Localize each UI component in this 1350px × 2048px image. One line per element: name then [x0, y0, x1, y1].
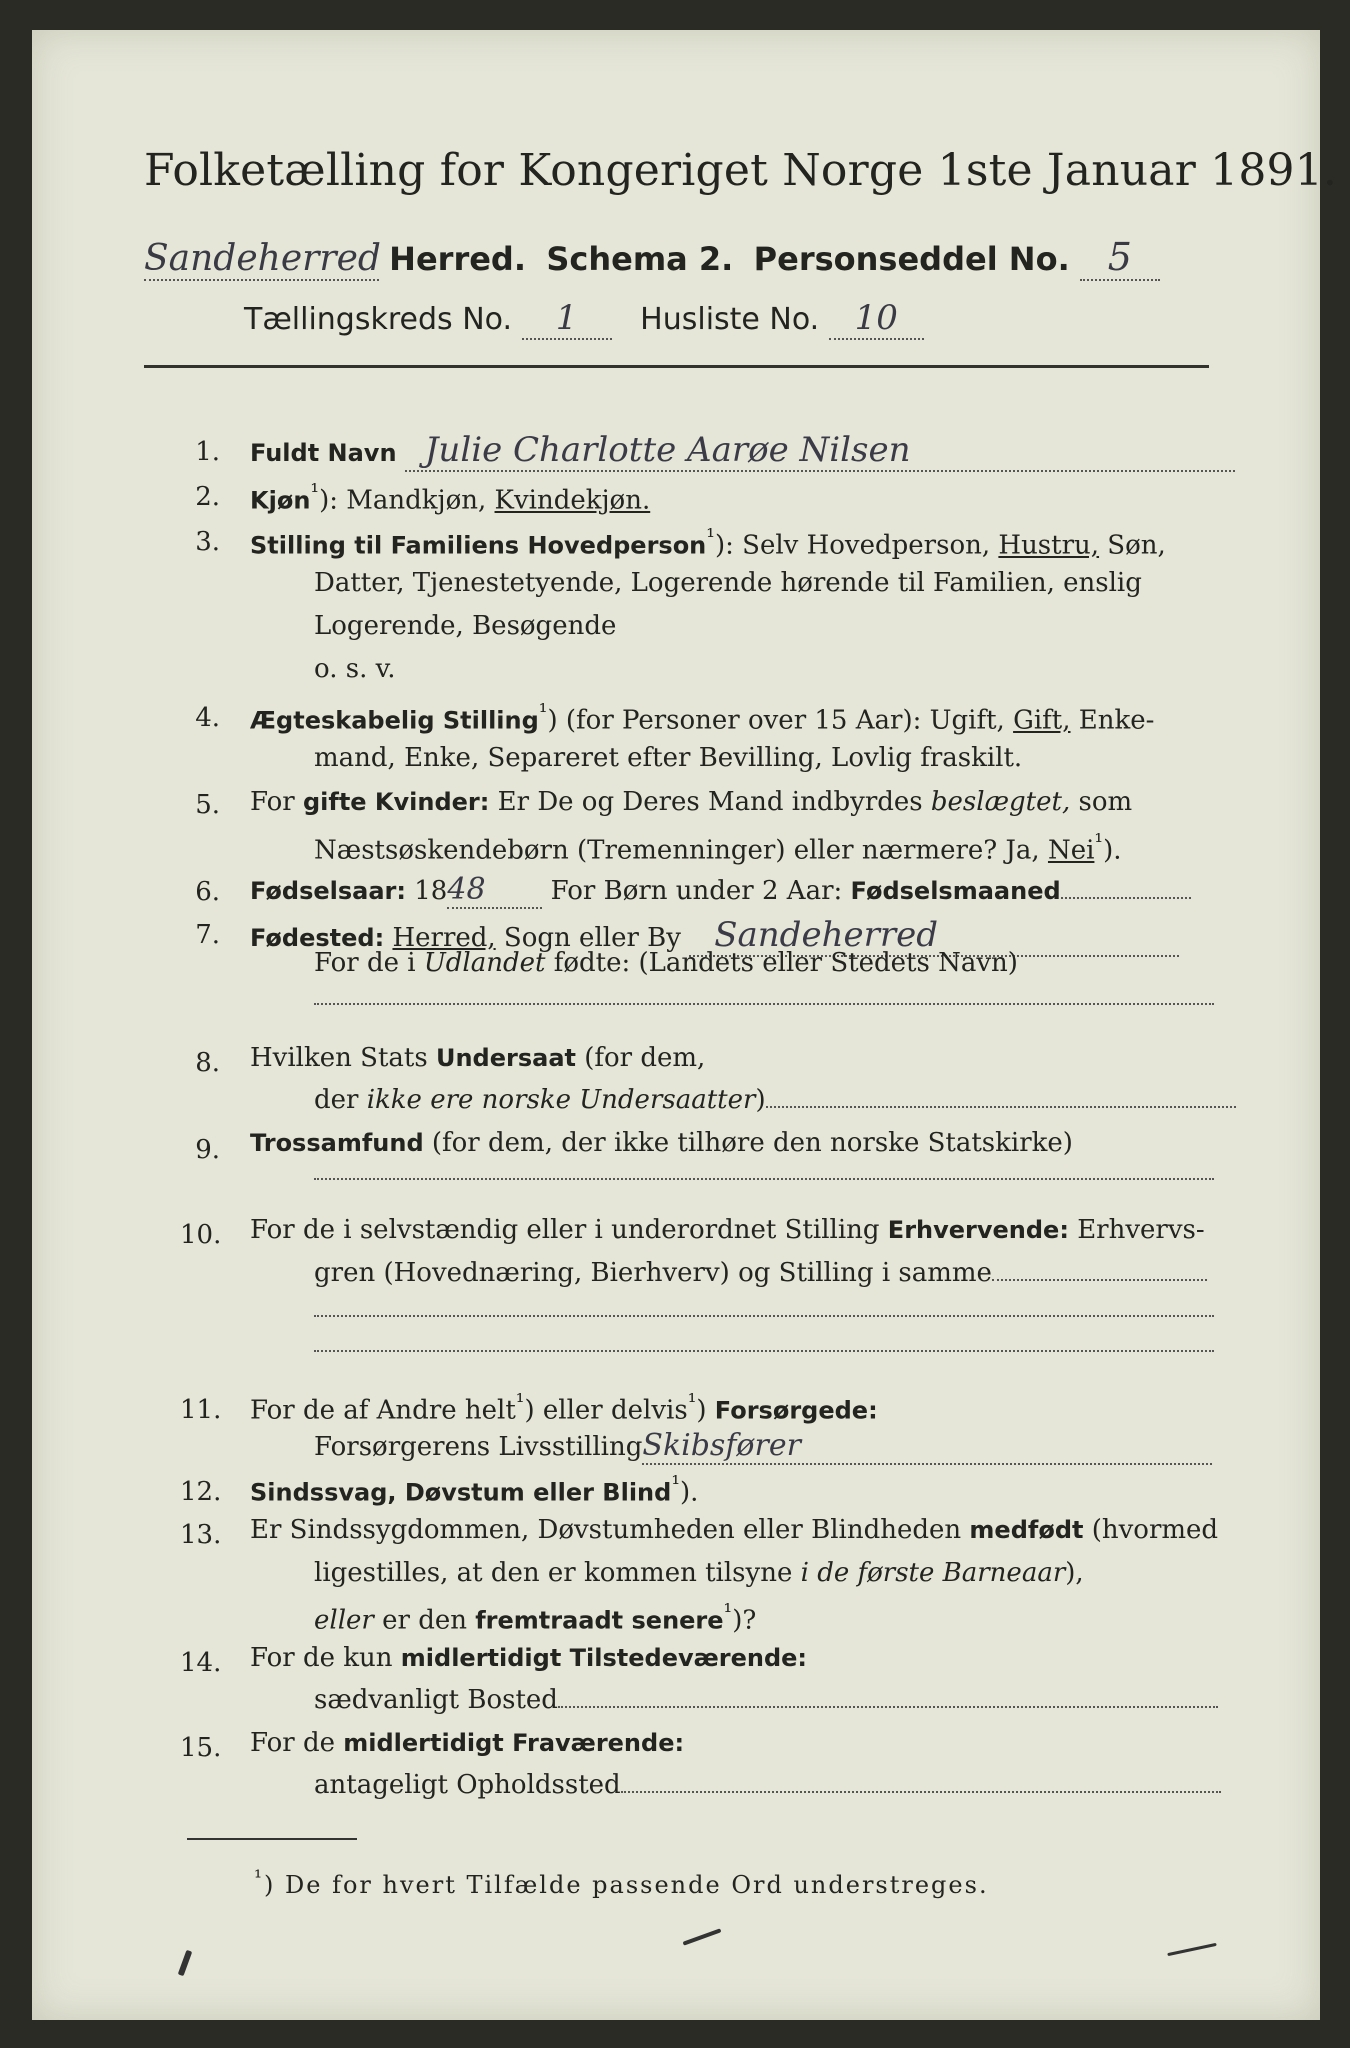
item-number-15: 15.: [180, 1733, 222, 1763]
supporter-occupation-label: Forsørgerens Livsstilling: [314, 1432, 643, 1462]
header-row-herred: [144, 235, 1160, 281]
birthplace-label: Fødested:: [250, 924, 385, 952]
q10-text-a: For de i selvstændig eller i underordnet Stilling: [250, 1215, 888, 1245]
footnote-text: ) De for hvert Tilfælde passende Ord understreges.: [264, 1871, 989, 1899]
q5-related: beslægtet,: [930, 787, 1071, 817]
item-11-line-2: [314, 1428, 1212, 1465]
birthplace-herred: Herred,: [392, 923, 496, 953]
item-15-line-2: [314, 1770, 1221, 1800]
item-9-row: [250, 1128, 1073, 1158]
q10-line2: gren (Hovednæring, Bierhverv) og Stilling i samme: [314, 1258, 992, 1288]
item-number-6: 6.: [195, 877, 220, 907]
item-6-row: [250, 872, 1191, 909]
q15-text-a: For de: [250, 1728, 344, 1758]
supported-label: Forsørgede:: [714, 1396, 878, 1425]
marital-options-a: ) (for Personer over 15 Aar): Ugift,: [547, 705, 1014, 736]
family-position-options-c: Søn,: [1099, 530, 1166, 561]
married-women-label: gifte Kvinder:: [302, 788, 490, 816]
birth-month-label: Fødselsmaaned: [850, 877, 1061, 905]
q13-line2-b: i de første Barneaar: [800, 1558, 1066, 1588]
family-position-wife: Hustru,: [998, 530, 1100, 561]
marital-options-c: Enke-: [1070, 705, 1155, 736]
item-3-line-3: Logerende, Besøgende: [314, 611, 617, 641]
full-name-label: Fuldt Navn: [250, 439, 397, 467]
q13-text-b: (hvormed: [1083, 1515, 1219, 1545]
item-8-row: [250, 1043, 705, 1073]
item-number-5: 5.: [195, 790, 220, 820]
item-number-14: 14.: [180, 1648, 222, 1678]
occupation-label: Erhvervende:: [887, 1216, 1069, 1244]
q7-line2-c: fødte: (Landets eller Stedets Navn): [545, 948, 1018, 978]
q5-text-d: som: [1070, 787, 1133, 817]
herred-value: Sandeherred: [144, 238, 381, 279]
q8-line2-c: ): [755, 1085, 766, 1115]
usual-residence-label: sædvanligt Bosted: [314, 1685, 558, 1715]
item-10-line-2: [314, 1258, 1207, 1288]
item-number-3: 3.: [195, 527, 220, 557]
birth-month-text: For Børn under 2 Aar:: [550, 876, 851, 906]
religion-text: (for dem, der ikke tilhøre den norske Statskirke): [423, 1128, 1073, 1158]
item-5-row: [250, 787, 1132, 817]
religion-label: Trossamfund: [250, 1129, 424, 1157]
item-13-line-2: [314, 1558, 1084, 1588]
q8-line2-b: ikke ere norske Undersaatter: [366, 1085, 756, 1115]
q13-line2-a: ligestilles, at den er kommen tilsyne: [314, 1558, 801, 1588]
q5-answer-no: Nei: [1047, 835, 1095, 866]
item-number-8: 8.: [195, 1048, 220, 1078]
q13-line3-c: )?: [732, 1605, 757, 1636]
item-4-line-2: mand, Enke, Separeret efter Bevilling, Lovlig fraskilt.: [314, 743, 1023, 773]
kreds-label: Tællingskreds No.: [244, 302, 512, 337]
sex-options-a: ): Mandkjøn,: [319, 485, 495, 516]
item-11-row: For de af Andre helt$^{^1}$) eller delvis$^{^1}$) Forsørgede:: [250, 1390, 878, 1426]
item-7-line-2: [314, 948, 1018, 978]
family-position-footnote-mark: ¹: [706, 525, 715, 550]
congenital-label: medfødt: [969, 1516, 1084, 1544]
q11-text-b: ) eller delvis: [524, 1395, 688, 1426]
item-3-line-4: o. s. v.: [314, 654, 396, 684]
marital-option-married: Gift,: [1013, 705, 1071, 736]
birthplace-abroad-line: [314, 1003, 1214, 1005]
header-divider: [144, 365, 1209, 368]
personseddel-label: Personseddel No.: [753, 240, 1070, 278]
sex-footnote-mark: ¹: [310, 480, 320, 505]
occupation-line-2: [314, 1350, 1214, 1352]
q11-text-a: For de af Andre helt: [250, 1395, 516, 1426]
footnote-divider: [187, 1838, 357, 1840]
item-number-2: 2.: [195, 482, 220, 512]
item-13-line-3: [314, 1600, 756, 1636]
item-number-11: 11.: [180, 1395, 222, 1425]
disability-label: Sindssvag, Døvstum eller Blind: [250, 1478, 672, 1507]
item-number-7: 7.: [195, 920, 220, 950]
ink-mark-center: [683, 1928, 722, 1945]
kreds-value: 1: [555, 298, 578, 338]
probable-residence-label: antageligt Opholdssted: [314, 1770, 621, 1800]
item-number-9: 9.: [195, 1135, 220, 1165]
sex-option-female: Kvindekjøn.: [494, 485, 651, 516]
religion-line: [314, 1178, 1214, 1180]
occupation-line-1: [314, 1315, 1214, 1317]
husliste-label: Husliste No.: [640, 302, 820, 337]
herred-label: Herred.: [389, 240, 526, 278]
schema-label: Schema 2.: [546, 240, 734, 278]
q5-footnote-mark: ¹: [1094, 830, 1104, 855]
census-form-sheet: [32, 30, 1338, 2020]
item-14-row: [250, 1643, 807, 1673]
personseddel-value: 5: [1107, 235, 1132, 279]
q5-line2-a: Næstsøskendebørn (Tremenninger) eller nærmere? Ja,: [314, 835, 1048, 866]
item-2-row: [250, 480, 650, 516]
ink-mark-left: [178, 1950, 193, 1976]
item-number-10: 10.: [180, 1220, 222, 1250]
header-row-kreds: [244, 298, 924, 340]
item-8-line-2: [314, 1085, 1236, 1115]
item-number-4: 4.: [195, 703, 220, 733]
q13-line2-c: ),: [1065, 1558, 1084, 1588]
sex-label: Kjøn: [250, 486, 311, 515]
husliste-value: 10: [854, 298, 898, 338]
form-title: Folketælling for Kongeriget Norge 1ste Januar 1891.: [144, 145, 1338, 196]
q13-mark: ¹: [723, 1600, 733, 1625]
footnote-mark: ¹: [254, 1865, 265, 1889]
item-5-line-2: [314, 830, 1122, 866]
supporter-occupation-value: Skibsfører: [642, 1428, 801, 1463]
item-3-row: [250, 525, 1166, 561]
birth-year-label: Fødselsaar:: [250, 877, 406, 905]
full-name-value: Julie Charlotte Aarøe Nilsen: [424, 430, 911, 470]
citizenship-label: Undersaat: [435, 1044, 576, 1072]
q7-abroad: Udlandet: [423, 948, 546, 978]
q12-text: ).: [680, 1477, 699, 1508]
birth-year-value: 48: [447, 872, 486, 907]
birthplace-value: Sandeherred: [714, 915, 938, 955]
item-1-row: [250, 430, 1235, 472]
item-number-1: 1.: [195, 437, 220, 467]
item-number-12: 12.: [180, 1477, 222, 1507]
item-14-line-2: [314, 1685, 1218, 1715]
temporary-absent-label: midlertidigt Fraværende:: [343, 1729, 685, 1757]
q13-text-a: Er Sindssygdommen, Døvstumheden eller Blindheden: [250, 1515, 970, 1545]
item-4-row: [250, 700, 1154, 736]
q8-line2-a: der: [314, 1085, 367, 1115]
birthplace-text: Sogn eller By: [495, 923, 681, 953]
marital-footnote-mark: ¹: [538, 700, 548, 725]
q14-text-a: For de kun: [250, 1643, 401, 1673]
q5-line2-c: ).: [1103, 835, 1122, 866]
q13-line3-a: eller: [314, 1605, 374, 1636]
q8-text-a: Hvilken Stats: [250, 1043, 436, 1073]
q11-mark-2: ¹: [687, 1390, 697, 1415]
q5-text-a: For: [250, 787, 303, 817]
marital-status-label: Ægteskabelig Stilling: [250, 706, 539, 735]
birth-year-prefix: 18: [414, 876, 448, 906]
q12-mark: ¹: [671, 1472, 680, 1497]
later-onset-label: fremtraadt senere: [475, 1606, 724, 1635]
footnote: [254, 1865, 989, 1899]
family-position-label: Stilling til Familiens Hovedperson: [250, 531, 707, 560]
q11-mark-1: ¹: [515, 1390, 525, 1415]
q5-text-b: Er De og Deres Mand indbyrdes: [489, 787, 931, 817]
q10-text-b: Erhvervs-: [1068, 1215, 1205, 1245]
ink-mark-right: [1167, 1943, 1217, 1956]
temporary-present-label: midlertidigt Tilstedeværende:: [400, 1644, 808, 1672]
item-15-row: [250, 1728, 684, 1758]
family-position-options-a: ): Selv Hovedperson,: [714, 530, 999, 561]
item-10-row: [250, 1215, 1205, 1245]
q7-line2-a: For de i: [314, 948, 424, 978]
item-number-13: 13.: [180, 1520, 222, 1550]
item-12-row: [250, 1472, 698, 1508]
item-13-row: [250, 1515, 1218, 1545]
q8-text-b: (for dem,: [575, 1043, 706, 1073]
item-3-line-2: Datter, Tjenestetyende, Logerende hørende til Familien, enslig: [314, 568, 1142, 598]
q13-line3-b: er den: [373, 1605, 476, 1636]
